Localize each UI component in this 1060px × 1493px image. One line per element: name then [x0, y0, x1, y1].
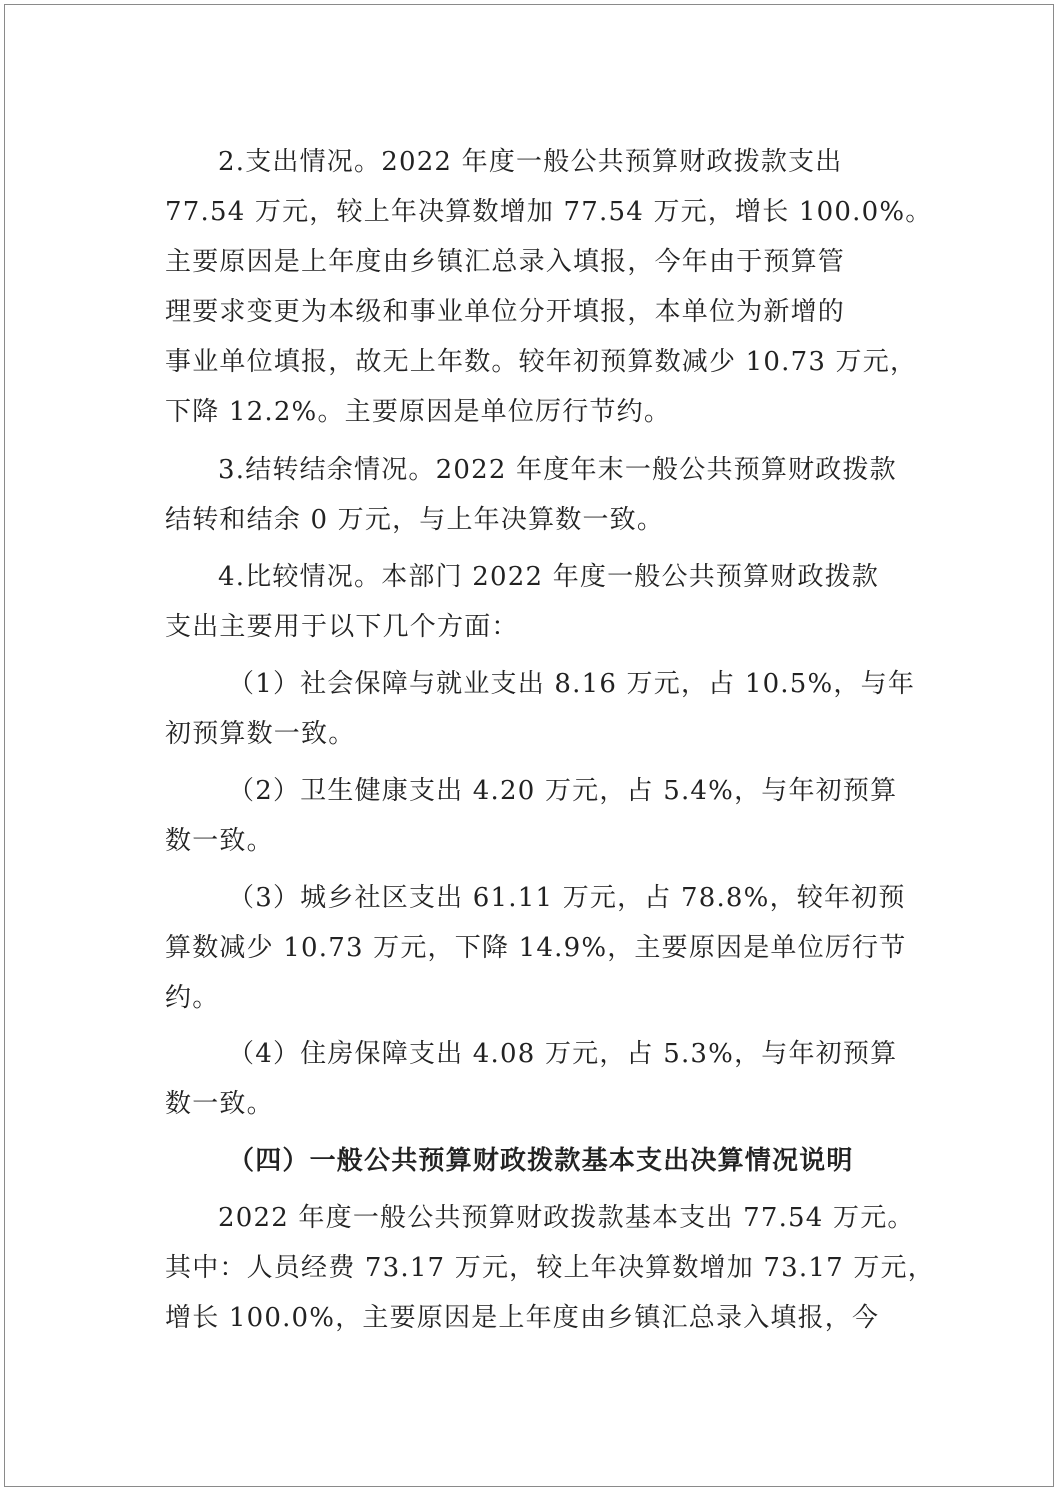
list-item-line: （3）城乡社区支出 61.11 万元，占 78.8%，较年初预	[228, 883, 906, 913]
list-item-line: （1）社会保障与就业支出 8.16 万元，占 10.5%，与年	[228, 669, 916, 699]
paragraph-line: 事业单位填报，故无上年数。较年初预算数减少 10.73 万元，	[165, 347, 918, 377]
paragraph-line: 3.结转结余情况。2022 年度年末一般公共预算财政拨款	[218, 455, 897, 485]
paragraph-line: 下降 12.2%。主要原因是单位厉行节约。	[165, 397, 672, 427]
section-heading: （四）一般公共预算财政拨款基本支出决算情况说明	[228, 1146, 854, 1176]
paragraph-line: 其中：人员经费 73.17 万元，较上年决算数增加 73.17 万元，	[165, 1253, 935, 1283]
paragraph-line: 理要求变更为本级和事业单位分开填报，本单位为新增的	[165, 297, 846, 327]
paragraph-line: 支出主要用于以下几个方面：	[165, 612, 519, 642]
paragraph-line: 结转和结余 0 万元，与上年决算数一致。	[165, 505, 665, 535]
list-item-line: 数一致。	[165, 826, 274, 856]
list-item-line: 算数减少 10.73 万元，下降 14.9%，主要原因是单位厉行节	[165, 933, 907, 963]
paragraph-line: 2022 年度一般公共预算财政拨款基本支出 77.54 万元。	[218, 1203, 915, 1233]
paragraph-line: 4.比较情况。本部门 2022 年度一般公共预算财政拨款	[218, 562, 880, 592]
list-item-line: 数一致。	[165, 1089, 274, 1119]
list-item-line: 初预算数一致。	[165, 719, 356, 749]
list-item-line: （4）住房保障支出 4.08 万元，占 5.3%，与年初预算	[228, 1039, 898, 1069]
paragraph-line: 2.支出情况。2022 年度一般公共预算财政拨款支出	[218, 147, 843, 177]
paragraph-line: 主要原因是上年度由乡镇汇总录入填报，今年由于预算管	[165, 247, 846, 277]
list-item-line: 约。	[165, 983, 220, 1013]
paragraph-line: 77.54 万元，较上年决算数增加 77.54 万元，增长 100.0%。	[165, 197, 933, 227]
paragraph-line: 增长 100.0%，主要原因是上年度由乡镇汇总录入填报，今	[165, 1303, 880, 1333]
list-item-line: （2）卫生健康支出 4.20 万元，占 5.4%，与年初预算	[228, 776, 898, 806]
